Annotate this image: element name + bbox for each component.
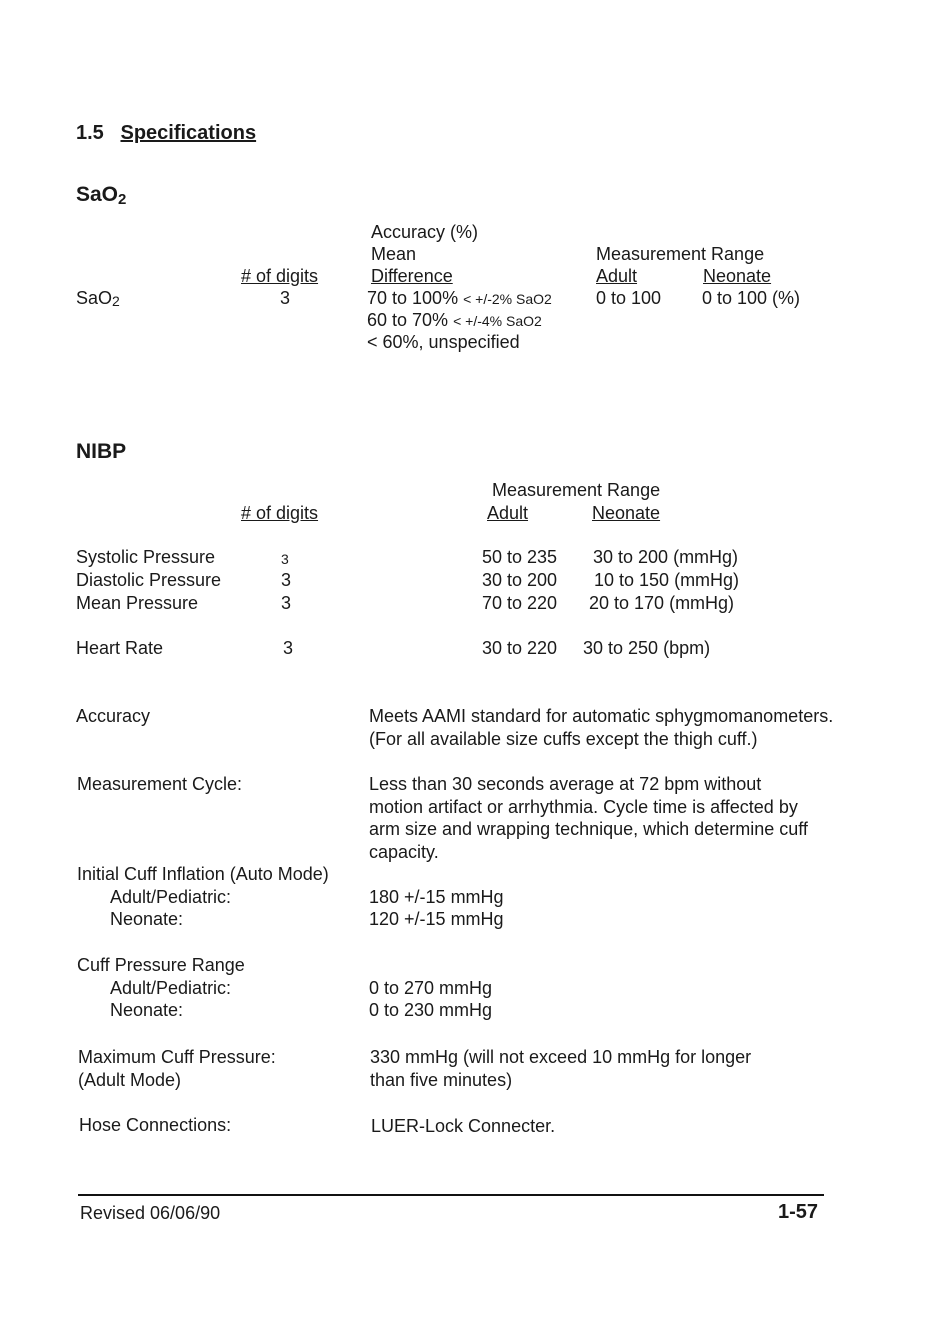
sao2-neonate-label: Neonate	[703, 266, 772, 286]
nibp-adult-label: Adult	[487, 503, 529, 523]
cycle-text-3: arm size and wrapping technique, which determine cuff	[369, 819, 808, 839]
nibp-row-label: Heart Rate	[76, 638, 164, 658]
cuff-range-label: Cuff Pressure Range	[77, 955, 245, 975]
cuff-range-adult-label: Adult/Pediatric:	[110, 978, 232, 998]
nibp-row-neonate: 30 to 200 (mmHg)	[593, 547, 739, 567]
inflation-neonate-label: Neonate:	[110, 909, 184, 929]
nibp-row-digits: 3	[283, 638, 294, 658]
nibp-row-label: Systolic Pressure	[76, 547, 216, 567]
cycle-text-1: Less than 30 seconds average at 72 bpm without	[369, 774, 762, 794]
nibp-row-neonate: 10 to 150 (mmHg)	[594, 570, 740, 590]
sao2-heading: SaO2	[76, 183, 127, 208]
nibp-row-neonate: 20 to 170 (mmHg)	[589, 593, 735, 613]
sao2-accuracy-tolerance-1: < +/-2% SaO2	[463, 291, 552, 307]
section-number: 1.5	[76, 122, 104, 144]
section-title	[76, 122, 256, 144]
sao2-row-label: SaO2	[76, 288, 120, 309]
accuracy-label: Accuracy	[76, 706, 151, 726]
max-pressure-text-2: than five minutes)	[370, 1070, 513, 1090]
nibp-row-label: Diastolic Pressure	[76, 570, 222, 590]
sao2-accuracy-line-2	[367, 309, 542, 332]
sao2-digits: 3	[280, 288, 291, 308]
nibp-row-adult: 30 to 220	[482, 638, 558, 658]
hose-value: LUER-Lock Connecter.	[371, 1116, 556, 1136]
sao2-accuracy-line-1	[367, 287, 552, 310]
accuracy-text-2: (For all available size cuffs except the thigh cuff.)	[369, 729, 758, 749]
nibp-row-digits: 3	[281, 570, 292, 590]
nibp-row-digits: 3	[281, 551, 289, 567]
page-number: 1-57	[778, 1201, 819, 1223]
max-pressure-text-1: 330 mmHg (will not exceed 10 mmHg for longer	[370, 1047, 752, 1067]
sao2-mean-label: Mean	[371, 244, 417, 264]
sao2-accuracy-tolerance-2: < +/-4% SaO2	[453, 313, 542, 329]
cuff-range-neonate-label: Neonate:	[110, 1000, 184, 1020]
cycle-text-4: capacity.	[369, 842, 439, 862]
cuff-range-adult-value: 0 to 270 mmHg	[369, 978, 493, 998]
cycle-label: Measurement Cycle:	[77, 774, 243, 794]
nibp-row-adult: 30 to 200	[482, 570, 558, 590]
nibp-range-label: Measurement Range	[492, 480, 661, 500]
max-pressure-label-2: (Adult Mode)	[78, 1070, 182, 1090]
inflation-label: Initial Cuff Inflation (Auto Mode)	[77, 864, 329, 884]
cuff-range-neonate-value: 0 to 230 mmHg	[369, 1000, 493, 1020]
nibp-row-digits: 3	[281, 593, 292, 613]
nibp-row-label: Mean Pressure	[76, 593, 199, 613]
cycle-text-2: motion artifact or arrhythmia. Cycle time is affected by	[369, 797, 798, 817]
sao2-neonate-range: 0 to 100 (%)	[702, 288, 801, 308]
nibp-digits-label: # of digits	[241, 503, 319, 523]
sao2-range-label: Measurement Range	[596, 244, 765, 264]
sao2-adult-range: 0 to 100	[596, 288, 662, 308]
sao2-accuracy-line-3: < 60%, unspecified	[367, 332, 520, 352]
accuracy-text-1: Meets AAMI standard for automatic sphygmomanometers.	[369, 706, 834, 726]
inflation-adult-value: 180 +/-15 mmHg	[369, 887, 504, 907]
footer-rule	[78, 1194, 824, 1196]
sao2-accuracy-range-1: 70 to 100%	[367, 288, 459, 308]
hose-label: Hose Connections:	[79, 1115, 232, 1135]
inflation-neonate-value: 120 +/-15 mmHg	[369, 909, 504, 929]
inflation-adult-label: Adult/Pediatric:	[110, 887, 232, 907]
nibp-row-adult: 70 to 220	[482, 593, 558, 613]
sao2-adult-label: Adult	[596, 266, 638, 286]
sao2-accuracy-label: Accuracy (%)	[371, 222, 479, 242]
nibp-row-adult: 50 to 235	[482, 547, 558, 567]
nibp-heading: NIBP	[76, 440, 127, 463]
max-pressure-label-1: Maximum Cuff Pressure:	[78, 1047, 276, 1067]
sao2-difference-label: Difference	[371, 266, 453, 286]
sao2-accuracy-range-2: 60 to 70%	[367, 310, 449, 330]
revised-date: Revised 06/06/90	[80, 1203, 221, 1223]
nibp-neonate-label: Neonate	[592, 503, 661, 523]
section-name: Specifications	[120, 122, 257, 144]
sao2-digits-label: # of digits	[241, 266, 319, 286]
nibp-row-neonate: 30 to 250 (bpm)	[583, 638, 711, 658]
